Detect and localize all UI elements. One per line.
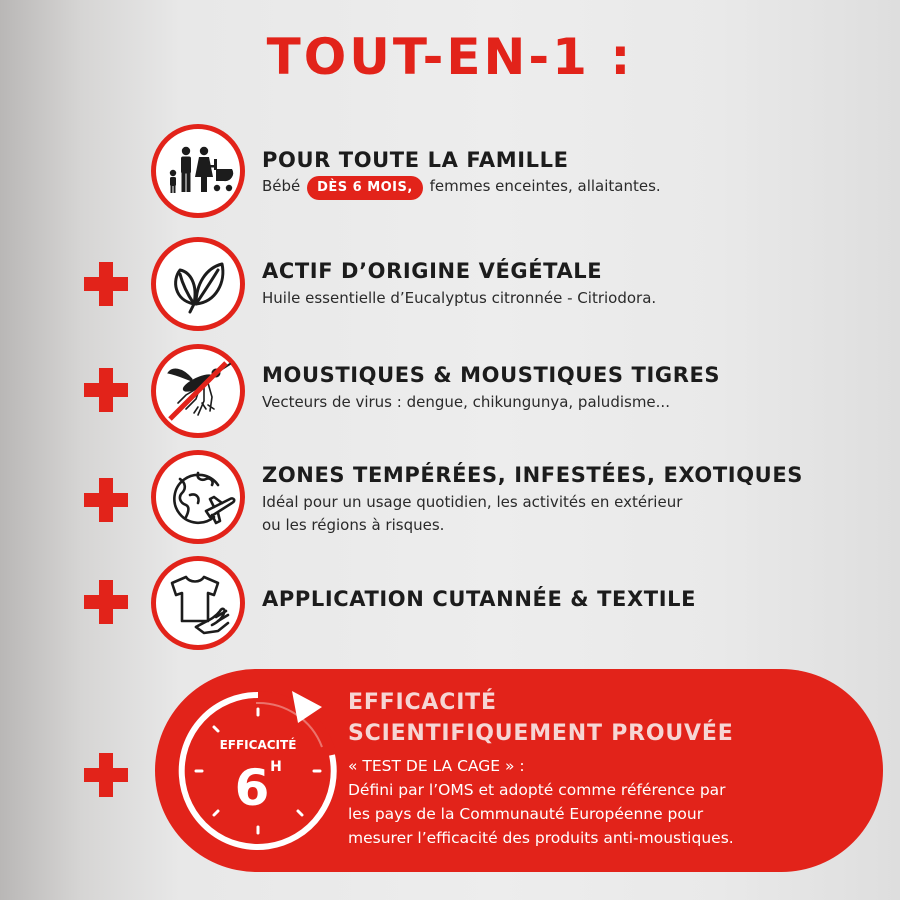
page-title: TOUT-EN-1 : <box>266 28 634 86</box>
plus-icon <box>84 478 128 522</box>
feature-heading: APPLICATION CUTANNÉE & TEXTILE <box>262 587 697 611</box>
clock-unit: H <box>270 759 282 775</box>
globe-plane-icon <box>151 450 245 544</box>
leaf-icon <box>151 237 245 331</box>
banner-text-line4: mesurer l’efficacité des produits anti-moustiques. <box>348 829 734 847</box>
plus-icon <box>84 580 128 624</box>
feature-description-suffix: femmes enceintes, allaitantes. <box>429 177 661 195</box>
feature-heading: MOUSTIQUES & MOUSTIQUES TIGRES <box>262 363 721 387</box>
plus-icon <box>84 753 128 797</box>
feature-heading: POUR TOUTE LA FAMILLE <box>262 148 569 172</box>
feature-description: Vecteurs de virus : dengue, chikungunya, paludisme... <box>262 393 670 411</box>
banner-title-line2: SCIENTIFIQUEMENT PROUVÉE <box>348 721 734 746</box>
feature-description <box>262 175 661 200</box>
clock-label: EFFICACITÉ <box>219 738 297 752</box>
feature-heading: ACTIF D’ORIGINE VÉGÉTALE <box>262 259 603 283</box>
clock-icon <box>172 685 344 857</box>
clock-value: 6 <box>234 759 270 817</box>
plus-icon <box>84 262 128 306</box>
banner-title-line1: EFFICACITÉ <box>348 690 497 715</box>
feature-description-prefix: Bébé <box>262 177 301 195</box>
feature-heading: ZONES TEMPÉRÉES, INFESTÉES, EXOTIQUES <box>262 463 803 487</box>
family-icon <box>151 124 245 218</box>
banner-text-line3: les pays de la Communauté Européenne pour <box>348 805 704 823</box>
feature-description: Idéal pour un usage quotidien, les activités en extérieur <box>262 493 683 511</box>
plus-icon <box>84 368 128 412</box>
age-badge: DÈS 6 MOIS, <box>307 176 423 200</box>
feature-description-line2: ou les régions à risques. <box>262 516 445 534</box>
feature-description: Huile essentielle d’Eucalyptus citronnée - Citriodora. <box>262 289 657 307</box>
mosquito-icon <box>151 344 245 438</box>
tshirt-hand-icon <box>151 556 245 650</box>
banner-text-line2: Défini par l’OMS et adopté comme référence par <box>348 781 726 799</box>
banner-text-line1: « TEST DE LA CAGE » : <box>348 757 525 775</box>
